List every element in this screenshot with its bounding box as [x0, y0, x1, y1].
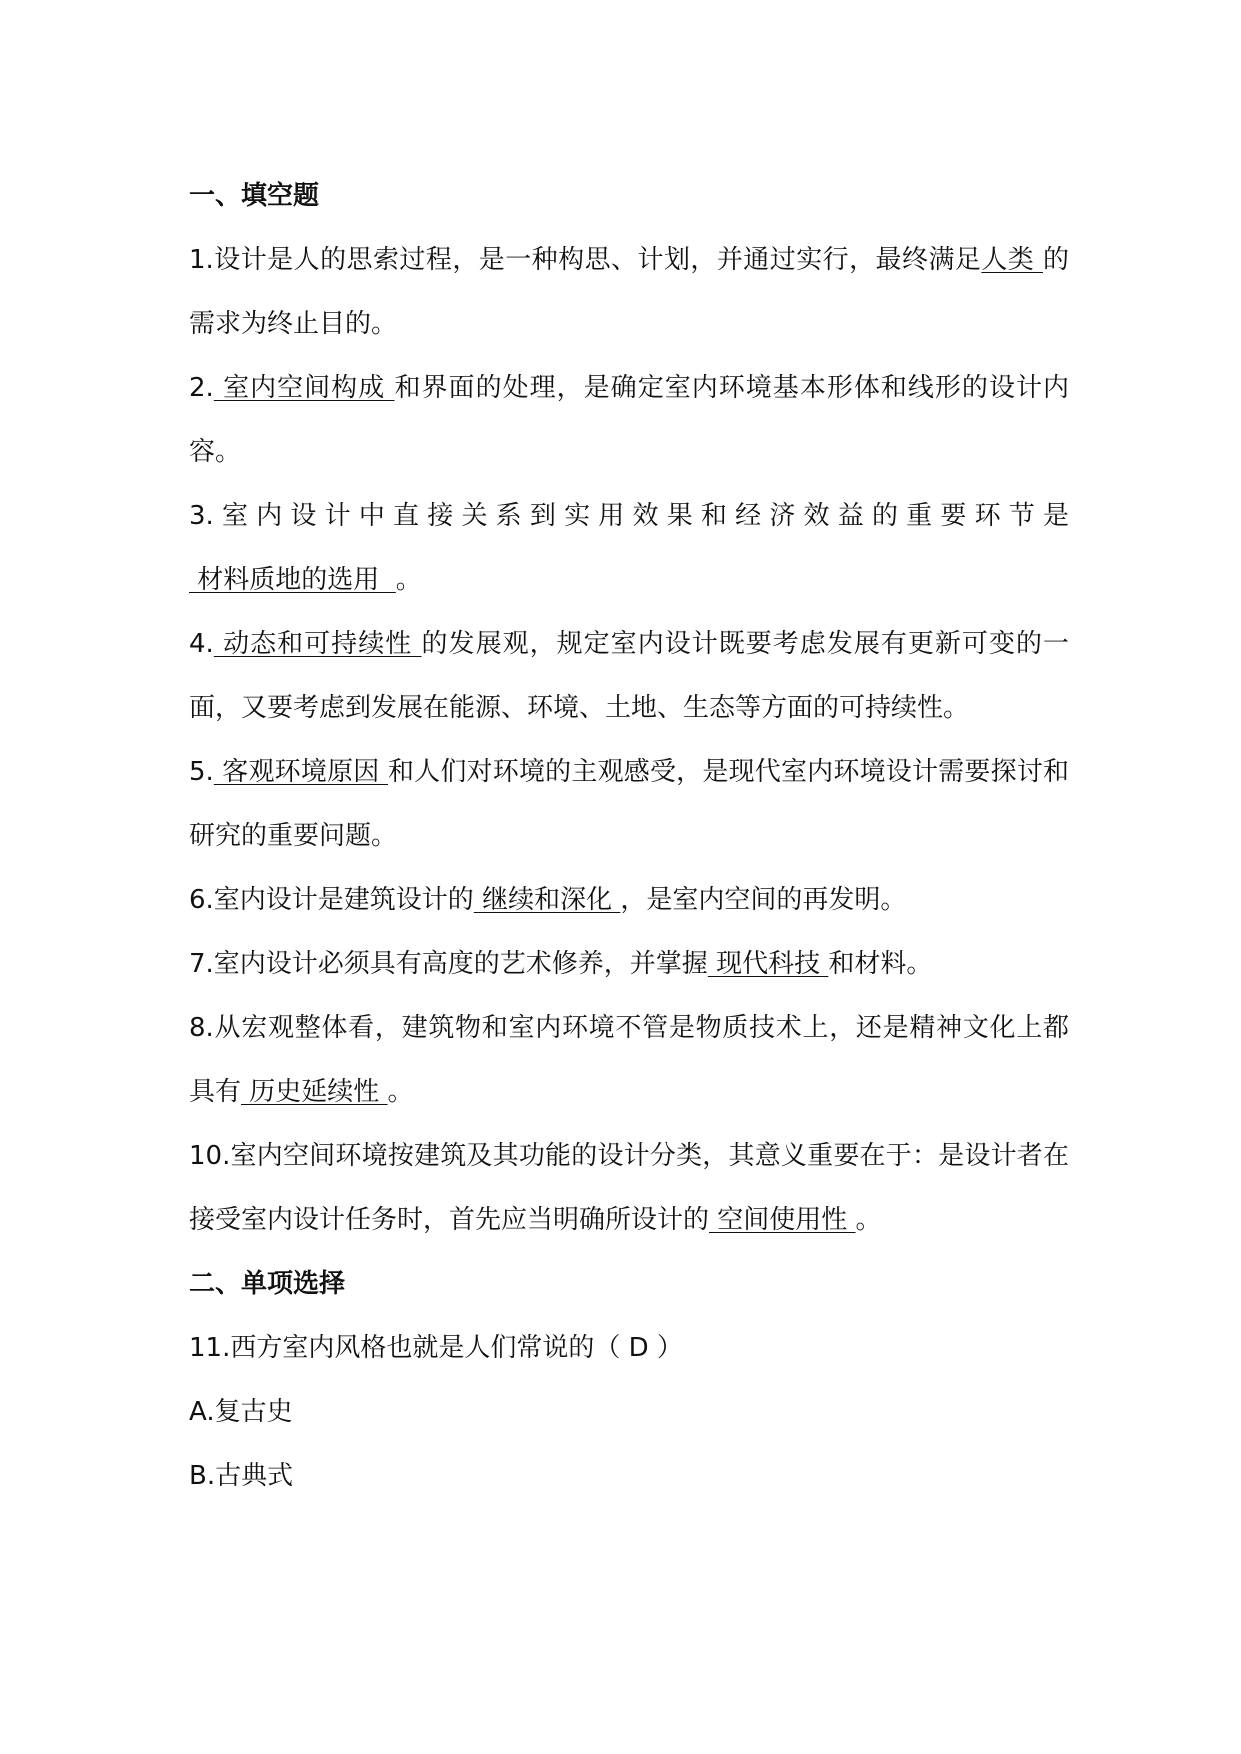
- question-text: 3.室内设计中直接关系到实用效果和经济效益的重要环节是: [189, 501, 1069, 531]
- question-text: 6.室内设计是建筑设计的: [189, 885, 474, 915]
- answer-blank: 空间使用性: [709, 1205, 856, 1235]
- question-10: [189, 1124, 1069, 1252]
- question-text: 8.从宏观整体看，建筑物和室内环境不管是物质技术上，还是精神文化上都具有: [189, 1013, 1069, 1107]
- answer-blank: 动态和可持续性: [213, 629, 422, 659]
- question-text: 10.室内空间环境按建筑及其功能的设计分类，其意义重要在于：是设计者在接受室内设计任务时，首先应当明确所设计的: [189, 1141, 1069, 1235]
- question-text: 2.: [189, 373, 214, 403]
- question-11: 11.西方室内风格也就是人们常说的（ D ）: [189, 1333, 683, 1363]
- question-8: [189, 996, 1069, 1124]
- section-heading-fill-in: 一、填空题: [189, 181, 320, 211]
- question-text: 和人们对环境的主观感受，是现代室内环境设计需要探讨和研究的重要问题。: [189, 757, 1069, 851]
- question-7: [189, 932, 1069, 996]
- question-4: [189, 612, 1069, 740]
- question-text: 的需求为终止目的。: [189, 245, 1069, 339]
- answer-blank: 继续和深化: [473, 885, 621, 915]
- answer-blank: 历史延续性: [241, 1077, 388, 1107]
- option-a: A.复古史: [189, 1397, 293, 1427]
- question-2: [189, 356, 1069, 484]
- question-3: [189, 484, 1069, 612]
- question-text: 。: [855, 1205, 882, 1235]
- question-text: 的发展观，规定室内设计既要考虑发展有更新可变的一面，又要考虑到发展在能源、环境、土地、生态等方面的可持续性。: [189, 629, 1069, 723]
- answer-blank: 人类: [981, 245, 1043, 275]
- question-text: 和界面的处理，是确定室内环境基本形体和线形的设计内容。: [189, 373, 1069, 467]
- question-text: 7.室内设计必须具有高度的艺术修养，并掌握: [189, 949, 708, 979]
- question-text: 。: [395, 565, 422, 595]
- question-text: 1.设计是人的思索过程，是一种构思、计划，并通过实行，最终满足: [189, 245, 982, 275]
- question-text: 和材料。: [828, 949, 933, 979]
- section-heading-single-choice: 二、单项选择: [189, 1269, 346, 1299]
- question-1: [189, 228, 1069, 356]
- question-text: 。: [387, 1077, 414, 1107]
- question-text: 5.: [189, 757, 214, 787]
- question-text: 4.: [189, 629, 214, 659]
- option-b: B.古典式: [189, 1461, 294, 1491]
- question-6: [189, 868, 1069, 932]
- question-5: [189, 740, 1069, 868]
- question-text: ，是室内空间的再发明。: [620, 885, 907, 915]
- answer-blank: 客观环境原因: [213, 757, 388, 787]
- answer-blank: 材料质地的选用: [189, 565, 396, 595]
- answer-blank: 现代科技: [707, 949, 829, 979]
- answer-blank: 室内空间构成: [213, 373, 395, 403]
- document-page: [189, 164, 1069, 1508]
